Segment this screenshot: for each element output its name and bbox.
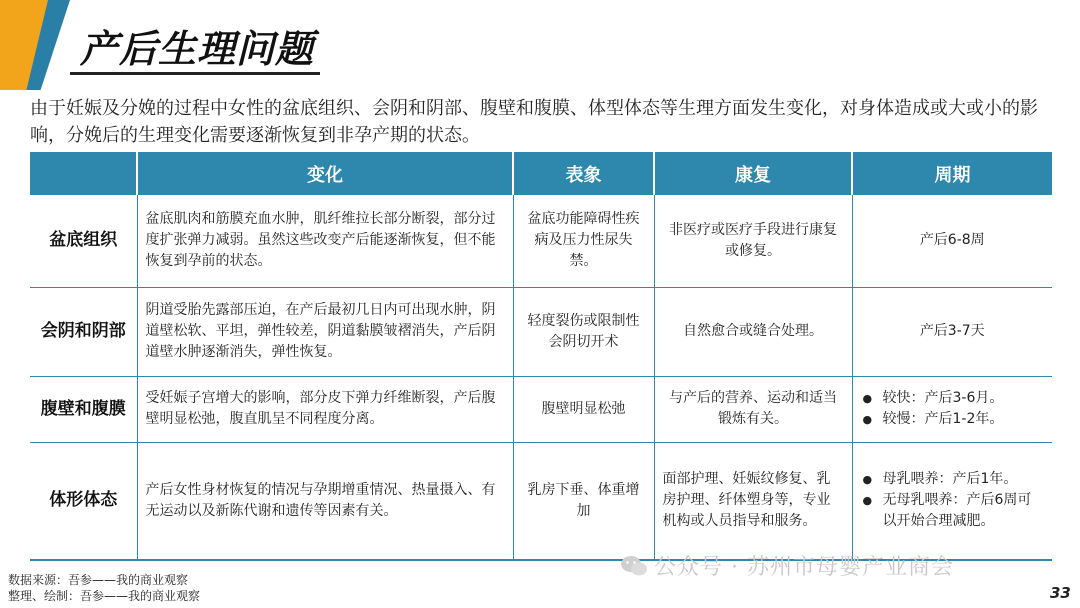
- header-period: 周期: [852, 152, 1052, 195]
- recovery-cell: 非医疗或医疗手段进行康复或修复。: [654, 195, 852, 287]
- period-cell: [852, 376, 1052, 442]
- title-underline: [70, 72, 320, 75]
- row-name: 盆底组织: [49, 230, 118, 251]
- symptom-cell: 腹壁明显松弛: [513, 376, 654, 442]
- recovery-cell: 与产后的营养、运动和适当锻炼有关。: [654, 376, 852, 442]
- period-item: ● 较快：产后3-6月。: [883, 388, 1045, 409]
- wechat-icon: [620, 555, 648, 577]
- change-cell: 产后女性身材恢复的情况与孕期增重情况、热量摄入、有无运动以及新陈代谢和遗传等因素有关。: [137, 442, 513, 559]
- change-cell: 受妊娠子宫增大的影响，部分皮下弹力纤维断裂，产后腹壁明显松弛，腹直肌呈不同程度分离。: [137, 376, 513, 442]
- period-item: ● 较慢：产后1-2年。: [883, 409, 1045, 430]
- header-change: 变化: [137, 152, 513, 195]
- watermark-text: 公众号 · 苏州市母婴产业商会: [654, 555, 954, 580]
- row-name: 腹壁和腹膜: [30, 376, 137, 442]
- change-cell: 盆底肌肉和筋膜充血水肿，肌纤维拉长部分断裂，部分过度扩张弹力减弱。虽然这些改变产后能逐渐恢复，但不能恢复到孕前的状态。: [137, 195, 513, 287]
- row-name: 会阴和阴部: [30, 287, 137, 376]
- page-number: 33: [1050, 584, 1071, 602]
- table-row: [30, 195, 1052, 287]
- symptom-cell: 乳房下垂、体重增加: [513, 442, 654, 559]
- intro-paragraph: 由于妊娠及分娩的过程中女性的盆底组织、会阴和阴部、腹壁和腹膜、体型体态等生理方面发生变化，对身体造成或大或小的影响，分娩后的生理变化需要逐渐恢复到非孕产期的状态。: [30, 98, 1038, 146]
- row-name: 体形体态: [30, 442, 137, 559]
- symptom-cell: 盆底功能障碍性疾病及压力性尿失禁。: [513, 195, 654, 287]
- postpartum-table: [30, 152, 1052, 559]
- page-title: 产后生理问题: [80, 27, 315, 71]
- recovery-cell: 面部护理、妊娠纹修复、乳房护理、纤体塑身等，专业机构或人员指导和服务。: [654, 442, 852, 559]
- source-line: 数据来源：吾参——我的商业观察: [8, 573, 189, 587]
- period-cell: 产后6-8周: [852, 195, 1052, 287]
- table-row: [30, 442, 1052, 559]
- header-symptom: 表象: [513, 152, 654, 195]
- table-header-row: [30, 152, 1052, 195]
- period-cell: 产后3-7天: [852, 287, 1052, 376]
- table-row: [30, 287, 1052, 376]
- period-item: ● 无母乳喂养：产后6周可以开始合理减肥。: [883, 490, 1045, 532]
- header-recovery: 康复: [654, 152, 852, 195]
- header-blank: [30, 152, 137, 195]
- credit-line: 整理、绘制：吾参——我的商业观察: [8, 589, 201, 603]
- period-cell: [852, 442, 1052, 559]
- source-note: [8, 572, 200, 604]
- symptom-cell: 轻度裂伤或限制性会阴切开术: [513, 287, 654, 376]
- recovery-cell: 自然愈合或缝合处理。: [654, 287, 852, 376]
- table-row: [30, 376, 1052, 442]
- change-cell: 阴道受胎先露部压迫，在产后最初几日内可出现水肿，阴道壁松软、平坦，弹性较差，阴道黏膜皱褶消失，产后阴道壁水肿逐渐消失，弹性恢复。: [137, 287, 513, 376]
- period-item: ● 母乳喂养：产后1年。: [883, 469, 1045, 490]
